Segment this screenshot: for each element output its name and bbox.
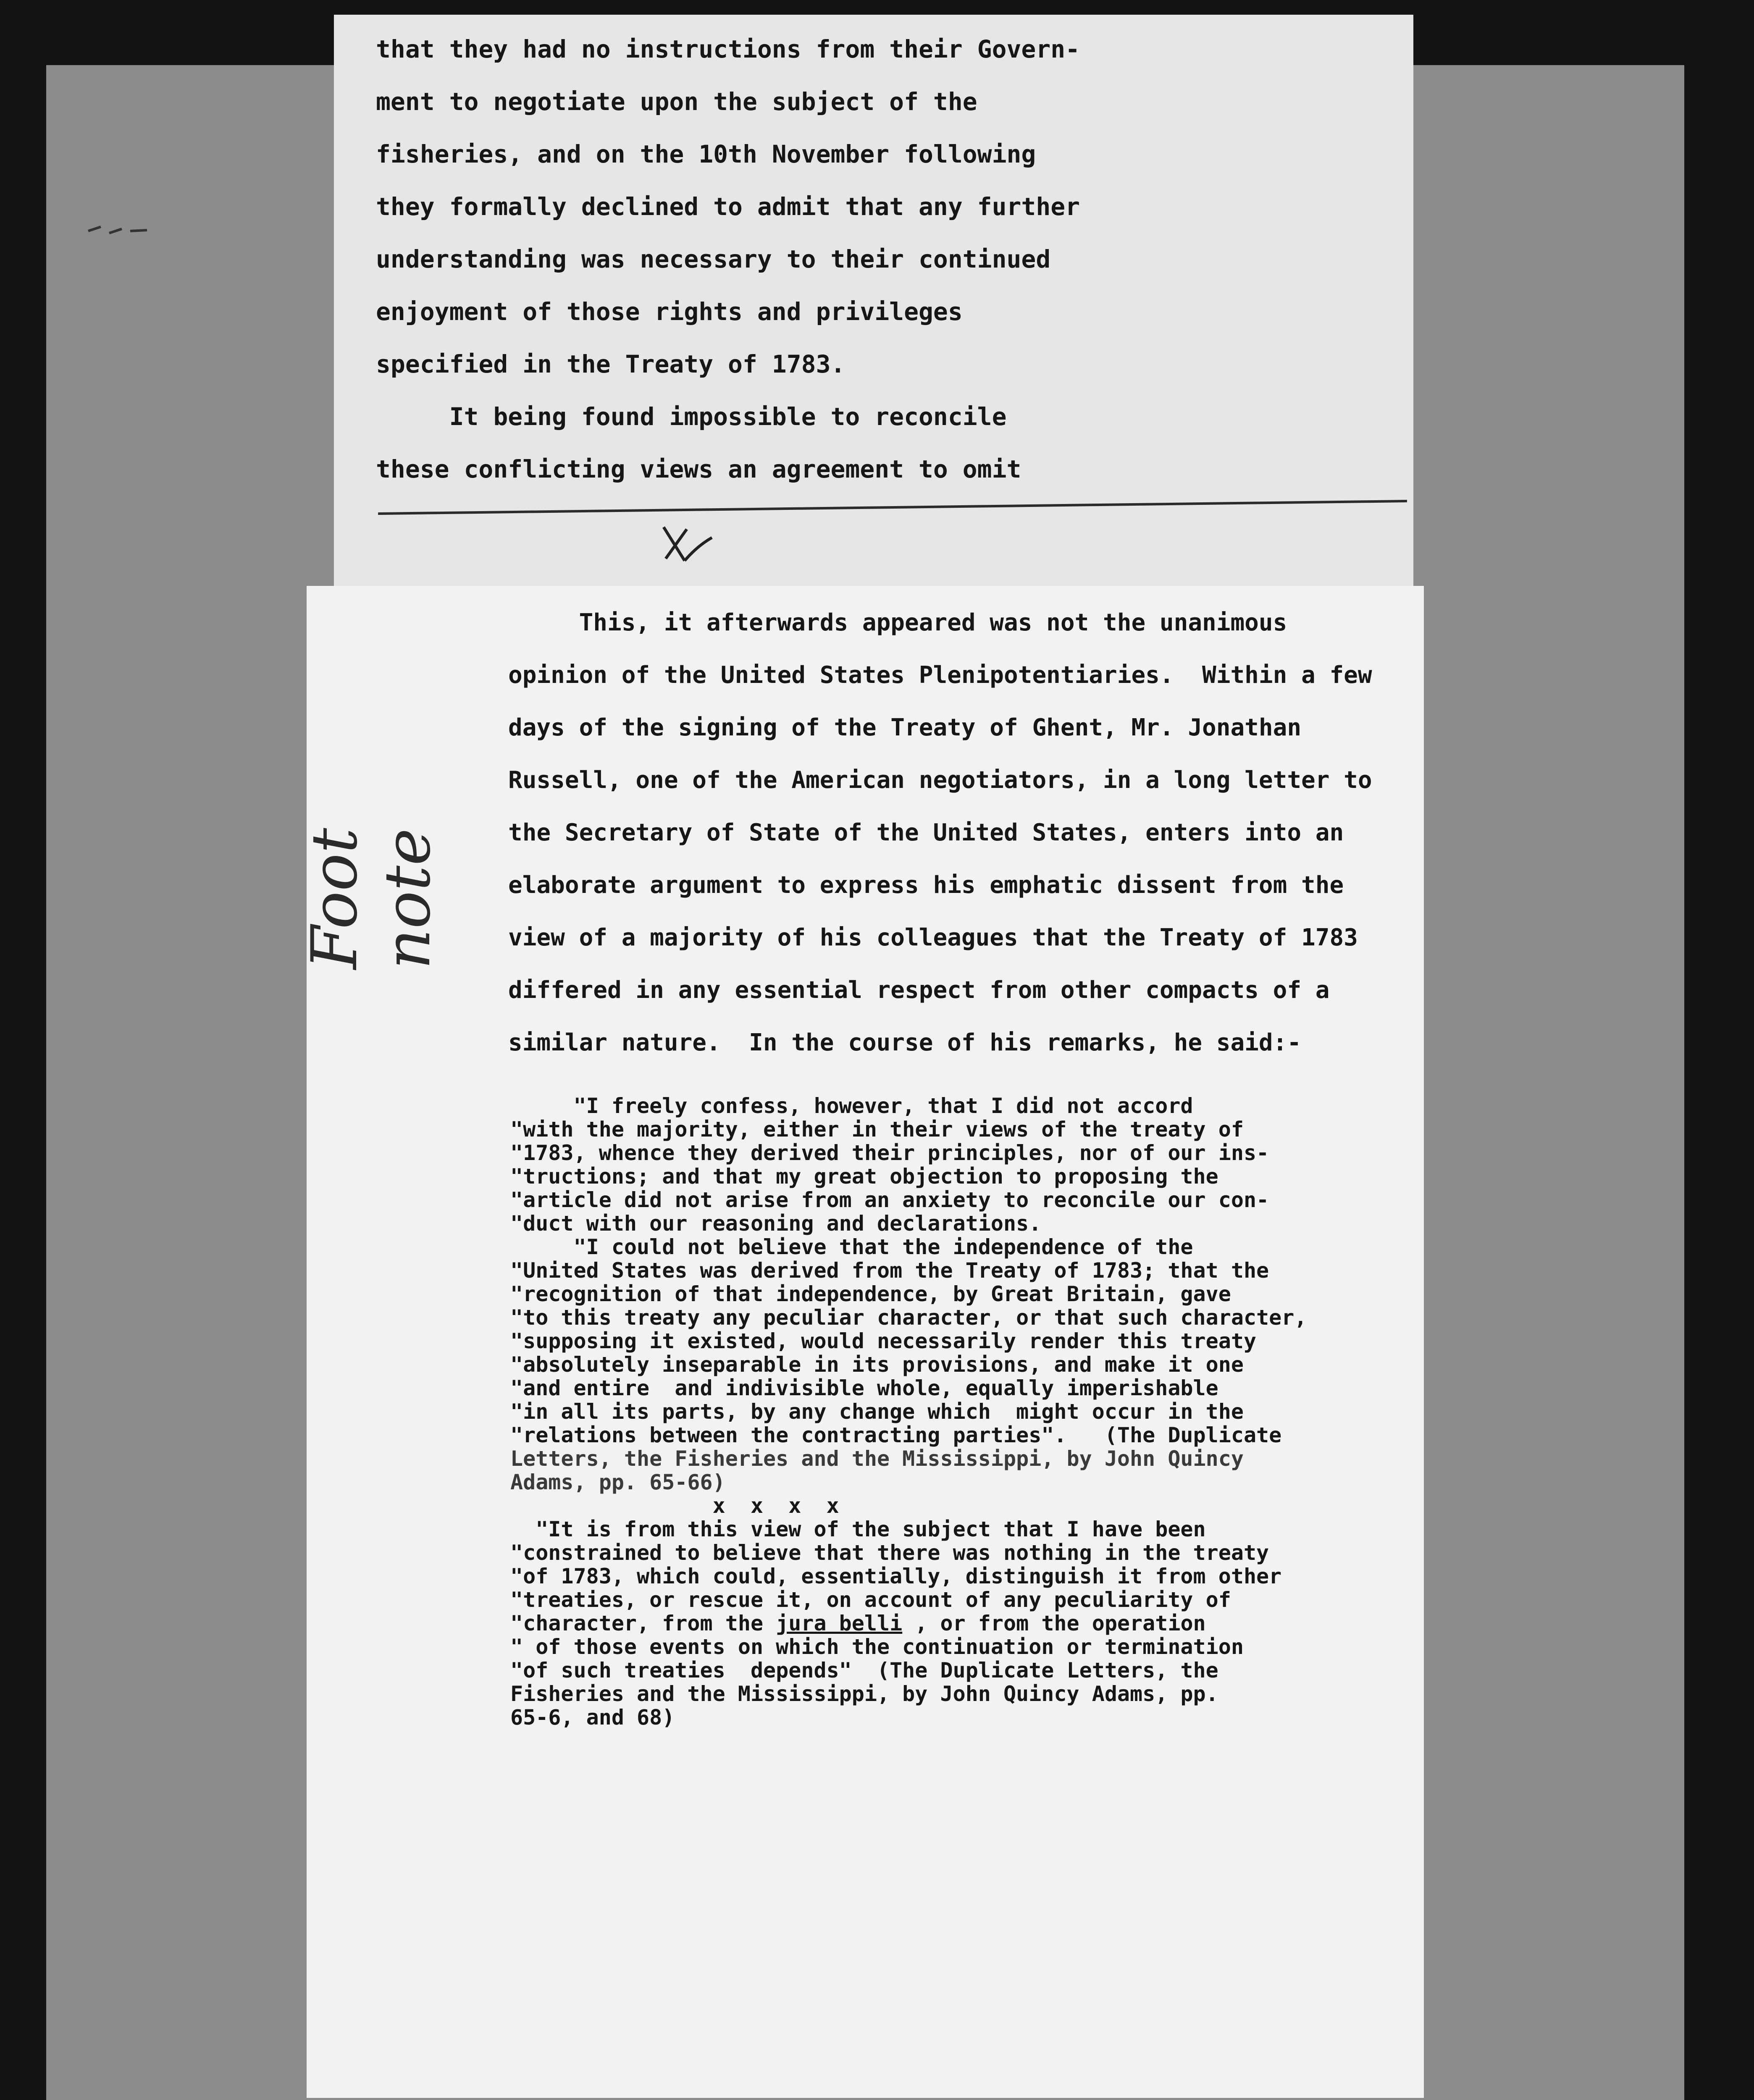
- quote-line: "constrained to believe that there was nothing in the treaty: [510, 1541, 1269, 1565]
- body-line: elaborate argument to express his emphatic dissent from the: [508, 872, 1344, 899]
- body-line: similar nature. In the course of his remarks, he said:-: [508, 1029, 1302, 1056]
- quote-line: "of such treaties depends" (The Duplicate Letters, the: [510, 1658, 1218, 1683]
- body-line: view of a majority of his colleagues that the Treaty of 1783: [508, 924, 1358, 951]
- quote-line: [510, 1612, 1413, 1635]
- slip-line: these conflicting views an agreement to omit: [376, 455, 1021, 483]
- body-line: This, it afterwards appeared was not the unanimous: [508, 609, 1287, 636]
- quote-line: "relations between the contracting parties". (The Duplicate: [510, 1423, 1282, 1447]
- quote-line: "It is from this view of the subject that I have been: [510, 1517, 1206, 1541]
- quote-line: "I freely confess, however, that I did not accord: [510, 1094, 1193, 1118]
- quote-line: "1783, whence they derived their principles, nor of our ins-: [510, 1141, 1269, 1165]
- body-line: opinion of the United States Plenipotentiaries. Within a few: [508, 662, 1372, 689]
- quote-line: "supposing it existed, would necessarily render this treaty: [510, 1329, 1257, 1353]
- slip-line: It being found impossible to reconcile: [376, 402, 1007, 431]
- body-line: Russell, one of the American negotiators, in a long letter to: [508, 766, 1372, 794]
- slip-line: understanding was necessary to their continued: [376, 245, 1051, 273]
- quote-fragment: "character, from the: [510, 1611, 776, 1635]
- ellipsis-marks: x x x x: [510, 1494, 839, 1518]
- slip-line: specified in the Treaty of 1783.: [376, 350, 845, 378]
- slip-line: enjoyment of those rights and privileges: [376, 297, 963, 326]
- slip-line: they formally declined to admit that any further: [376, 192, 1080, 221]
- struck-citation-line: Letters, the Fisheries and the Mississippi, by John Quincy: [510, 1446, 1244, 1471]
- quote-line: Fisheries and the Mississippi, by John Quincy Adams, pp.: [510, 1682, 1218, 1706]
- quote-line: "to this treaty any peculiar character, or that such character,: [510, 1305, 1307, 1330]
- margin-tick-mark: [84, 218, 151, 244]
- quote-line: "and entire and indivisible whole, equally imperishable: [510, 1376, 1218, 1400]
- body-line: the Secretary of State of the United States, enters into an: [508, 819, 1344, 846]
- body-paragraph: [508, 596, 1372, 1069]
- quote-line: "treaties, or rescue it, on account of any peculiarity of: [510, 1588, 1231, 1612]
- quote-line: "recognition of that independence, by Great Britain, gave: [510, 1282, 1231, 1306]
- jura-belli-underlined: jura belli: [776, 1611, 903, 1635]
- quote-line: 65-6, and 68): [510, 1705, 675, 1730]
- slip-line: that they had no instructions from their Govern-: [376, 35, 1080, 63]
- slip-line: ment to negotiate upon the subject of the: [376, 87, 977, 116]
- quote-line: "I could not believe that the independence of the: [510, 1235, 1193, 1259]
- quote-line: "duct with our reasoning and declarations.: [510, 1211, 1042, 1236]
- body-line: differed in any essential respect from other compacts of a: [508, 976, 1330, 1004]
- handwritten-annotation: Foot note: [298, 828, 444, 970]
- quote-line: "with the majority, either in their views of the treaty of: [510, 1117, 1244, 1142]
- quote-line: " of those events on which the continuation or termination: [510, 1635, 1244, 1659]
- quote-line: "United States was derived from the Treaty of 1783; that the: [510, 1258, 1269, 1283]
- quote-line: "article did not arise from an anxiety to reconcile our con-: [510, 1188, 1269, 1212]
- quote-line: "absolutely inseparable in its provisions, and make it one: [510, 1352, 1244, 1377]
- quote-fragment: , or from the operation: [902, 1611, 1206, 1635]
- body-line: days of the signing of the Treaty of Ghent, Mr. Jonathan: [508, 714, 1302, 741]
- quote-line: "tructions; and that my great objection to proposing the: [510, 1164, 1218, 1189]
- block-quote: [510, 1094, 1413, 1729]
- struck-citation-line: Adams, pp. 65-66): [510, 1470, 725, 1494]
- quote-line: "in all its parts, by any change which might occur in the: [510, 1399, 1244, 1424]
- handwritten-x-mark: [655, 521, 714, 567]
- slip-text: [376, 23, 1384, 496]
- quote-line: "of 1783, which could, essentially, distinguish it from other: [510, 1564, 1282, 1588]
- slip-line: fisheries, and on the 10th November following: [376, 140, 1036, 168]
